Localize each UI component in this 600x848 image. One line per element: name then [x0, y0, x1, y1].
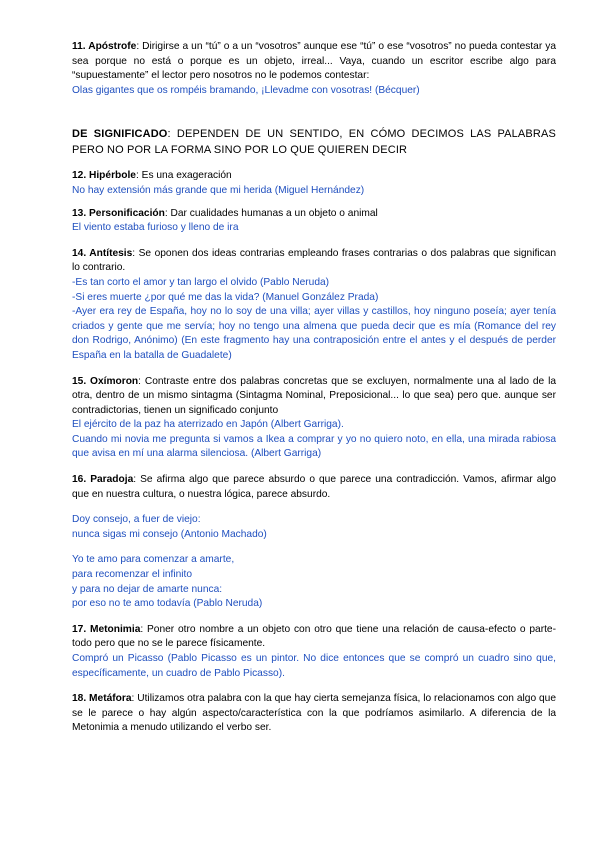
oximoron-definition — [72, 375, 556, 419]
verse-line: Doy consejo, a fuer de viejo: — [72, 514, 201, 526]
antitesis-definition — [72, 247, 556, 276]
significado-text: : DEPENDEN DE UN SENTIDO, EN CÓMO DECIMOS LAS PALABRAS PERO NO POR LA FORMA SINO POR LO QUE QUIEREN DECIR — [72, 128, 556, 157]
oximoron-title: 15. Oxímoron — [72, 375, 139, 387]
metafora-text: : Utilizamos otra palabra con la que hay cierta semejanza física, lo relacionamos con algo que se le parece o hay algún aspecto/característica con la que podríamos asimilarlo. A diferencia de la Metonimia a menudo utilizando el verbo ser. — [72, 693, 556, 734]
hiperbole-definition — [72, 169, 556, 184]
verse-line: Yo te amo para comenzar a amarte, — [72, 554, 235, 566]
metafora-definition — [72, 692, 556, 736]
paradoja-text: : Se afirma algo que parece absurdo o que parece una contradicción. Vamos, afirmar algo que en nuestra cultura, o nuestra lógica, parece absurdo. — [72, 474, 556, 500]
document-page — [72, 40, 556, 736]
significado-heading — [72, 126, 556, 158]
verse-line: y para no dejar de amarte nunca: — [72, 583, 223, 595]
apostrofe-title: 11. Apóstrofe — [72, 41, 137, 52]
oximoron-text: : Contraste entre dos palabras concretas que se excluyen, normalmente una al lado de la otra, dentro de un mismo sintagma (Sintagma Nominal, Preposicional... lo que sea) pero que. aunque ser contradictorias, tienen un significado conjunto — [72, 375, 556, 416]
personificacion-example: El viento estaba furioso y lleno de ira — [72, 222, 239, 234]
hiperbole-text: : Es una exageración — [135, 170, 232, 182]
verse-line: nunca sigas mi consejo (Antonio Machado) — [72, 528, 267, 540]
verse-line: para recomenzar el infinito — [72, 569, 193, 581]
apostrofe-text: : Dirigirse a un “tú” o a un “vosotros” aunque ese “tú” o ese “vosotros” no pueda contestar ya sea porque no está o porque es un objeto, irreal... Vaya, cuando un escritor escribe algo para “supuestamente” el lector pero nosotros no le podemos contestar: — [72, 41, 556, 82]
significado-title: DE SIGNIFICADO — [72, 128, 168, 141]
paradoja-verse-1 — [72, 513, 556, 542]
metafora-title: 18. Metáfora — [72, 693, 132, 705]
antitesis-example-1: -Es tan corto el amor y tan largo el olvido (Pablo Neruda) — [72, 276, 330, 288]
metonimia-example: Compró un Picasso (Pablo Picasso es un pintor. No dice entonces que se compró un cuadro sino que, específicamente, un cuadro de Pablo Picasso). — [72, 653, 556, 679]
oximoron-example-2: Cuando mi novia me pregunta si vamos a Ikea a comprar y yo no quiero noto, en ella, una mirada rabiosa que avisa en mí una alarma silenciosa. (Albert Garriga) — [72, 433, 556, 460]
antitesis-title: 14. Antítesis — [72, 247, 133, 259]
paradoja-title: 16. Paradoja — [72, 474, 134, 486]
paradoja-definition — [72, 473, 556, 502]
metonimia-text: : Poner otro nombre a un objeto con otro que tiene una relación de causa-efecto o parte-todo pero que no se le parece físicamente. — [72, 623, 556, 650]
antitesis-example-3: -Ayer era rey de España, hoy no lo soy de una villa; ayer villas y castillos, hoy ninguno poseía; ayer tenía criados y gente que me servía; hoy no tengo una almena que pueda decir que es mía (Romance del rey don Rodrigo, Anónimo) (En este fragmento hay una contraposición entre el antes y el después de perder España en la batalla de Guadalete) — [72, 306, 556, 361]
antitesis-text: : Se oponen dos ideas contrarias empleando frases contrarias o dos palabras que significan lo contrario. — [72, 247, 556, 274]
hiperbole-title: 12. Hipérbole — [72, 170, 136, 182]
personificacion-definition — [72, 207, 556, 222]
paradoja-verse-2 — [72, 553, 556, 611]
verse-line: por eso no te amo todavía (Pablo Neruda) — [72, 598, 263, 610]
hiperbole-example: No hay extensión más grande que mi herida (Miguel Hernández) — [72, 184, 365, 196]
personificacion-text: : Dar cualidades humanas a un objeto o animal — [164, 207, 378, 219]
metonimia-title: 17. Metonimia — [72, 623, 141, 635]
personificacion-title: 13. Personificación — [72, 207, 165, 219]
apostrofe-definition — [72, 40, 556, 84]
oximoron-example-1: El ejército de la paz ha aterrizado en Japón (Albert Garriga). — [72, 419, 344, 431]
metonimia-definition — [72, 623, 556, 652]
antitesis-example-2: -Si eres muerte ¿por qué me das la vida? (Manuel González Prada) — [72, 291, 379, 303]
apostrofe-example: Olas gigantes que os rompéis bramando, ¡Llevadme con vosotras! (Bécquer) — [72, 84, 420, 96]
